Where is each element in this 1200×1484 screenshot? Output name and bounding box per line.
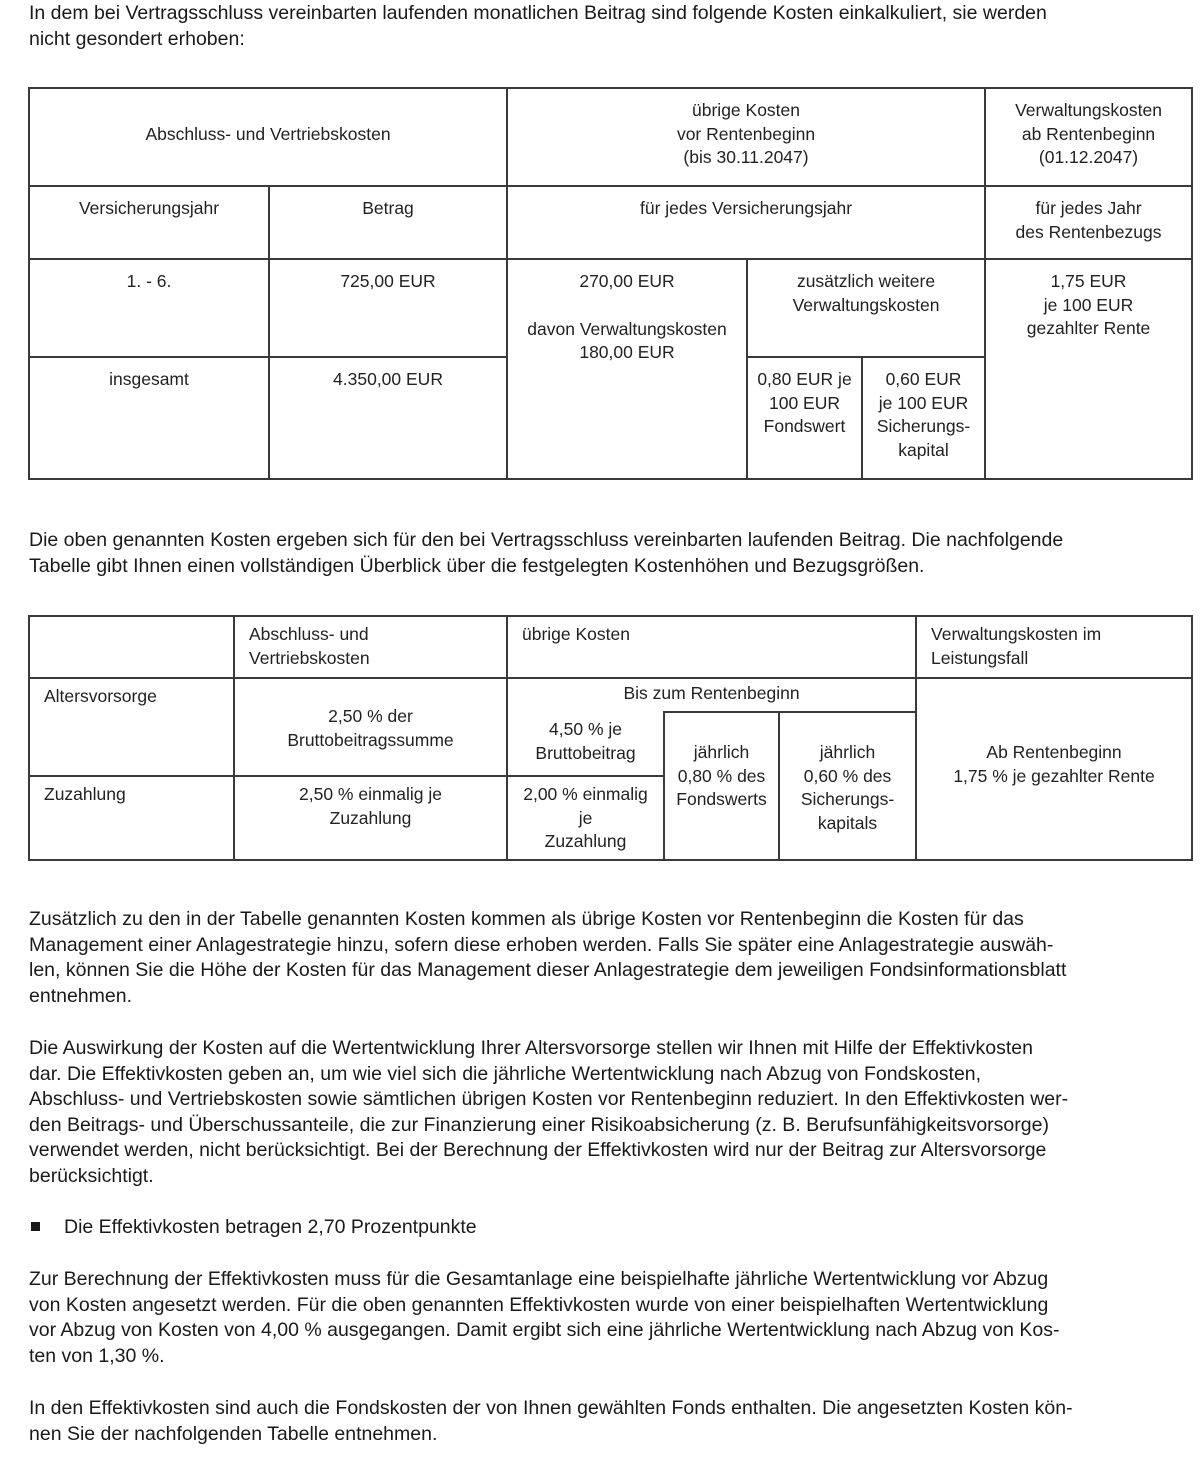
cell-abschluss-zuzahlung: 2,50 % einmalig je Zuzahlung xyxy=(234,776,507,860)
middle-paragraph xyxy=(29,528,1189,579)
text-line: Zusätzlich zu den in der Tabelle genannten Kosten kommen als übrige Kosten vor Rentenbeginn die Kosten für das xyxy=(29,908,1024,930)
header-verwaltungskosten: Verwaltungskosten ab Rentenbeginn (01.12.2047) xyxy=(985,88,1192,186)
cell-rente-kosten: 1,75 EUR je 100 EUR gezahlter Rente xyxy=(985,259,1192,479)
cell-fondswert-prozent: jährlich 0,80 % des Fondswerts xyxy=(664,712,779,860)
text-line: In den Effektivkosten sind auch die Fondskosten der von Ihnen gewählten Fonds enthalten. Die angesetzten Kosten kön- xyxy=(29,1397,1073,1419)
header-empty xyxy=(29,616,234,678)
header-verwaltungskosten-leistungsfall: Verwaltungskosten im Leistungsfall xyxy=(916,616,1192,678)
text-line: Management einer Anlagestrategie hinzu, sofern diese erhoben werden. Falls Sie später eine Anlagestrategie auswäh- xyxy=(29,933,1054,956)
text-line: len, können Sie die Höhe der Kosten für das Management dieser Anlagestrategie dem jeweiligen Fondsinformationsblatt xyxy=(29,959,1067,981)
cell-betrag-jaehrlich: 725,00 EUR xyxy=(269,259,507,357)
cell-abschluss-altersvorsorge: 2,50 % der Bruttobeitragssumme xyxy=(234,678,507,776)
text-line: von Kosten angesetzt werden. Für die oben genannten Effektivkosten wurde von einer beispielhaften Wertentwicklung xyxy=(29,1293,1049,1316)
text-line: entnehmen. xyxy=(29,984,132,1007)
paragraph-fondskosten xyxy=(29,1396,1189,1447)
text-line: dar. Die Effektivkosten geben an, um wie viel sich die jährliche Wertentwicklung nach Abzug von Fondskosten, xyxy=(29,1062,982,1085)
intro-line: In dem bei Vertragsschluss vereinbarten laufenden monatlichen Beitrag sind folgende Kosten einkalkuliert, sie werden xyxy=(29,2,1047,24)
row-label-zuzahlung: Zuzahlung xyxy=(29,776,234,860)
text-line: Abschluss- und Vertriebskosten sowie sämtlichen übrigen Kosten vor Rentenbeginn reduziert. In den Effektivkosten wer- xyxy=(29,1088,1069,1110)
paragraph-effektivkosten xyxy=(29,1036,1189,1189)
subheader-betrag: Betrag xyxy=(269,186,507,259)
text-line: Die Auswirkung der Kosten auf die Wertentwicklung Ihrer Altersvorsorge stellen wir Ihnen mit Hilfe der Effektivkosten xyxy=(29,1037,1033,1059)
subheader-rentenbezug: für jedes Jahr des Rentenbezugs xyxy=(985,186,1192,259)
cost-table-overview xyxy=(28,615,1193,861)
header-abschluss-vertriebskosten: Abschluss- und Vertriebskosten xyxy=(234,616,507,678)
text-line: Zur Berechnung der Effektivkosten muss für die Gesamtanlage eine beispielhafte jährliche Wertentwicklung vor Abzug xyxy=(29,1268,1049,1290)
intro-paragraph xyxy=(29,1,1189,52)
bullet-square-icon xyxy=(31,1222,40,1231)
cell-sicherungskapital-kosten: 0,60 EUR je 100 EUR Sicherungs- kapital xyxy=(862,357,985,479)
middle-line: Tabelle gibt Ihnen einen vollständigen Überblick über die festgelegten Kostenhöhen und Bezugsgrößen. xyxy=(29,554,925,577)
cell-zusaetzliche-verwaltungskosten: zusätzlich weitere Verwaltungskosten xyxy=(747,259,985,357)
text-line: den Beitrags- und Überschussanteile, die zur Finanzierung einer Risikoabsicherung (z. B. Berufsunfähigkeitsvorsorge) xyxy=(29,1113,1049,1136)
intro-line: nicht gesondert erhoben: xyxy=(29,27,245,50)
cell-fondswert-kosten: 0,80 EUR je 100 EUR Fondswert xyxy=(747,357,862,479)
cell-insgesamt-betrag: 4.350,00 EUR xyxy=(269,357,507,479)
cell-jahr-range: 1. - 6. xyxy=(29,259,269,357)
subheader-versicherungsjahr: Versicherungsjahr xyxy=(29,186,269,259)
cell-bis-rentenbeginn: Bis zum Rentenbeginn xyxy=(507,678,916,712)
cell-sicherungskapital-prozent: jährlich 0,60 % des Sicherungs- kapitals xyxy=(779,712,916,860)
middle-line: Die oben genannten Kosten ergeben sich für den bei Vertragsschluss vereinbarten laufenden Beitrag. Die nachfolgende xyxy=(29,529,1064,551)
cost-table-contract xyxy=(28,87,1193,480)
text-line: verwendet werden, nicht berücksichtigt. Bei der Berechnung der Effektivkosten wird nur der Beitrag zur Altersvorsorge xyxy=(29,1139,1047,1161)
text-line: nen Sie der nachfolgenden Tabelle entnehmen. xyxy=(29,1422,438,1445)
subheader-jedes-versicherungsjahr: für jedes Versicherungsjahr xyxy=(507,186,985,259)
bullet-text: Die Effektivkosten betragen 2,70 Prozentpunkte xyxy=(64,1216,477,1238)
paragraph-anlagestrategie xyxy=(29,907,1189,1009)
text-line: ten von 1,30 %. xyxy=(29,1344,165,1367)
cell-uebrige-betrag: 270,00 EUR davon Verwaltungskosten 180,00 EUR xyxy=(507,259,747,479)
row-label-altersvorsorge: Altersvorsorge xyxy=(29,678,234,776)
text-line: berücksichtigt. xyxy=(29,1164,154,1187)
header-uebrige-kosten: übrige Kosten xyxy=(507,616,916,678)
bullet-effektivkosten xyxy=(29,1215,477,1240)
cell-insgesamt-label: insgesamt xyxy=(29,357,269,479)
paragraph-wertentwicklung xyxy=(29,1267,1189,1369)
header-abschluss-vertriebskosten: Abschluss- und Vertriebskosten xyxy=(29,88,507,186)
text-line: vor Abzug von Kosten von 4,00 % ausgegangen. Damit ergibt sich eine jährliche Wertentwicklung nach Abzug von Kos- xyxy=(29,1319,1060,1341)
cell-ab-rentenbeginn: Ab Rentenbeginn 1,75 % je gezahlter Rente xyxy=(916,678,1192,860)
cell-brutto-beitrag: 4,50 % je Bruttobeitrag xyxy=(507,712,664,776)
header-uebrige-kosten: übrige Kosten vor Rentenbeginn (bis 30.11.2047) xyxy=(507,88,985,186)
cell-zuzahlung-einmalig: 2,00 % einmalig je Zuzahlung xyxy=(507,776,664,860)
